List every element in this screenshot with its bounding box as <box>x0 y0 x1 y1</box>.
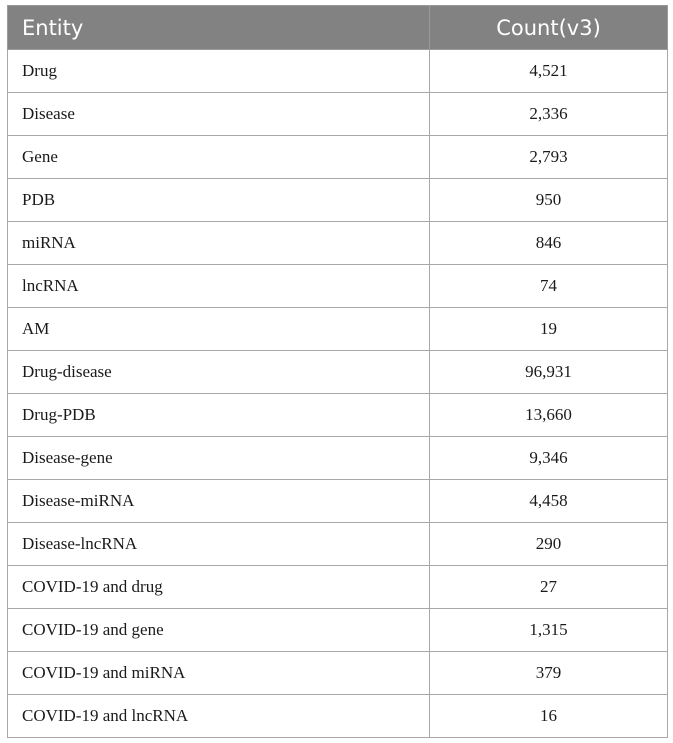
count-cell: 74 <box>430 265 668 308</box>
table-row <box>8 265 668 308</box>
count-cell: 4,458 <box>430 480 668 523</box>
entity-cell: miRNA <box>8 222 430 265</box>
table-row <box>8 695 668 738</box>
table-row <box>8 50 668 93</box>
entity-cell: Disease-miRNA <box>8 480 430 523</box>
entity-cell: Disease <box>8 93 430 136</box>
entity-cell: Drug-disease <box>8 351 430 394</box>
count-cell: 846 <box>430 222 668 265</box>
entity-cell: Disease-lncRNA <box>8 523 430 566</box>
table-row <box>8 652 668 695</box>
count-cell: 16 <box>430 695 668 738</box>
entity-cell: COVID-19 and lncRNA <box>8 695 430 738</box>
count-cell: 96,931 <box>430 351 668 394</box>
entity-cell: Drug <box>8 50 430 93</box>
entity-cell: PDB <box>8 179 430 222</box>
table-row <box>8 437 668 480</box>
count-cell: 13,660 <box>430 394 668 437</box>
entity-cell: COVID-19 and gene <box>8 609 430 652</box>
count-cell: 379 <box>430 652 668 695</box>
entity-cell: COVID-19 and miRNA <box>8 652 430 695</box>
table-row <box>8 136 668 179</box>
count-cell: 4,521 <box>430 50 668 93</box>
table-header <box>8 6 668 50</box>
entity-cell: COVID-19 and drug <box>8 566 430 609</box>
count-cell: 290 <box>430 523 668 566</box>
table-row <box>8 566 668 609</box>
header-entity: Entity <box>8 6 430 50</box>
count-cell: 2,793 <box>430 136 668 179</box>
entity-cell: lncRNA <box>8 265 430 308</box>
count-cell: 1,315 <box>430 609 668 652</box>
table-row <box>8 394 668 437</box>
table-row <box>8 480 668 523</box>
count-cell: 2,336 <box>430 93 668 136</box>
table-row <box>8 179 668 222</box>
table-row <box>8 351 668 394</box>
entity-cell: Drug-PDB <box>8 394 430 437</box>
count-cell: 9,346 <box>430 437 668 480</box>
table-row <box>8 93 668 136</box>
entity-cell: Gene <box>8 136 430 179</box>
table-row <box>8 222 668 265</box>
table-row <box>8 523 668 566</box>
table-row <box>8 308 668 351</box>
header-row <box>8 6 668 50</box>
count-cell: 27 <box>430 566 668 609</box>
entity-count-table <box>7 5 668 738</box>
count-cell: 19 <box>430 308 668 351</box>
table-row <box>8 609 668 652</box>
entity-cell: Disease-gene <box>8 437 430 480</box>
count-cell: 950 <box>430 179 668 222</box>
header-count: Count(v3) <box>430 6 668 50</box>
entity-count-table-container <box>7 5 667 738</box>
entity-cell: AM <box>8 308 430 351</box>
table-body <box>8 50 668 738</box>
